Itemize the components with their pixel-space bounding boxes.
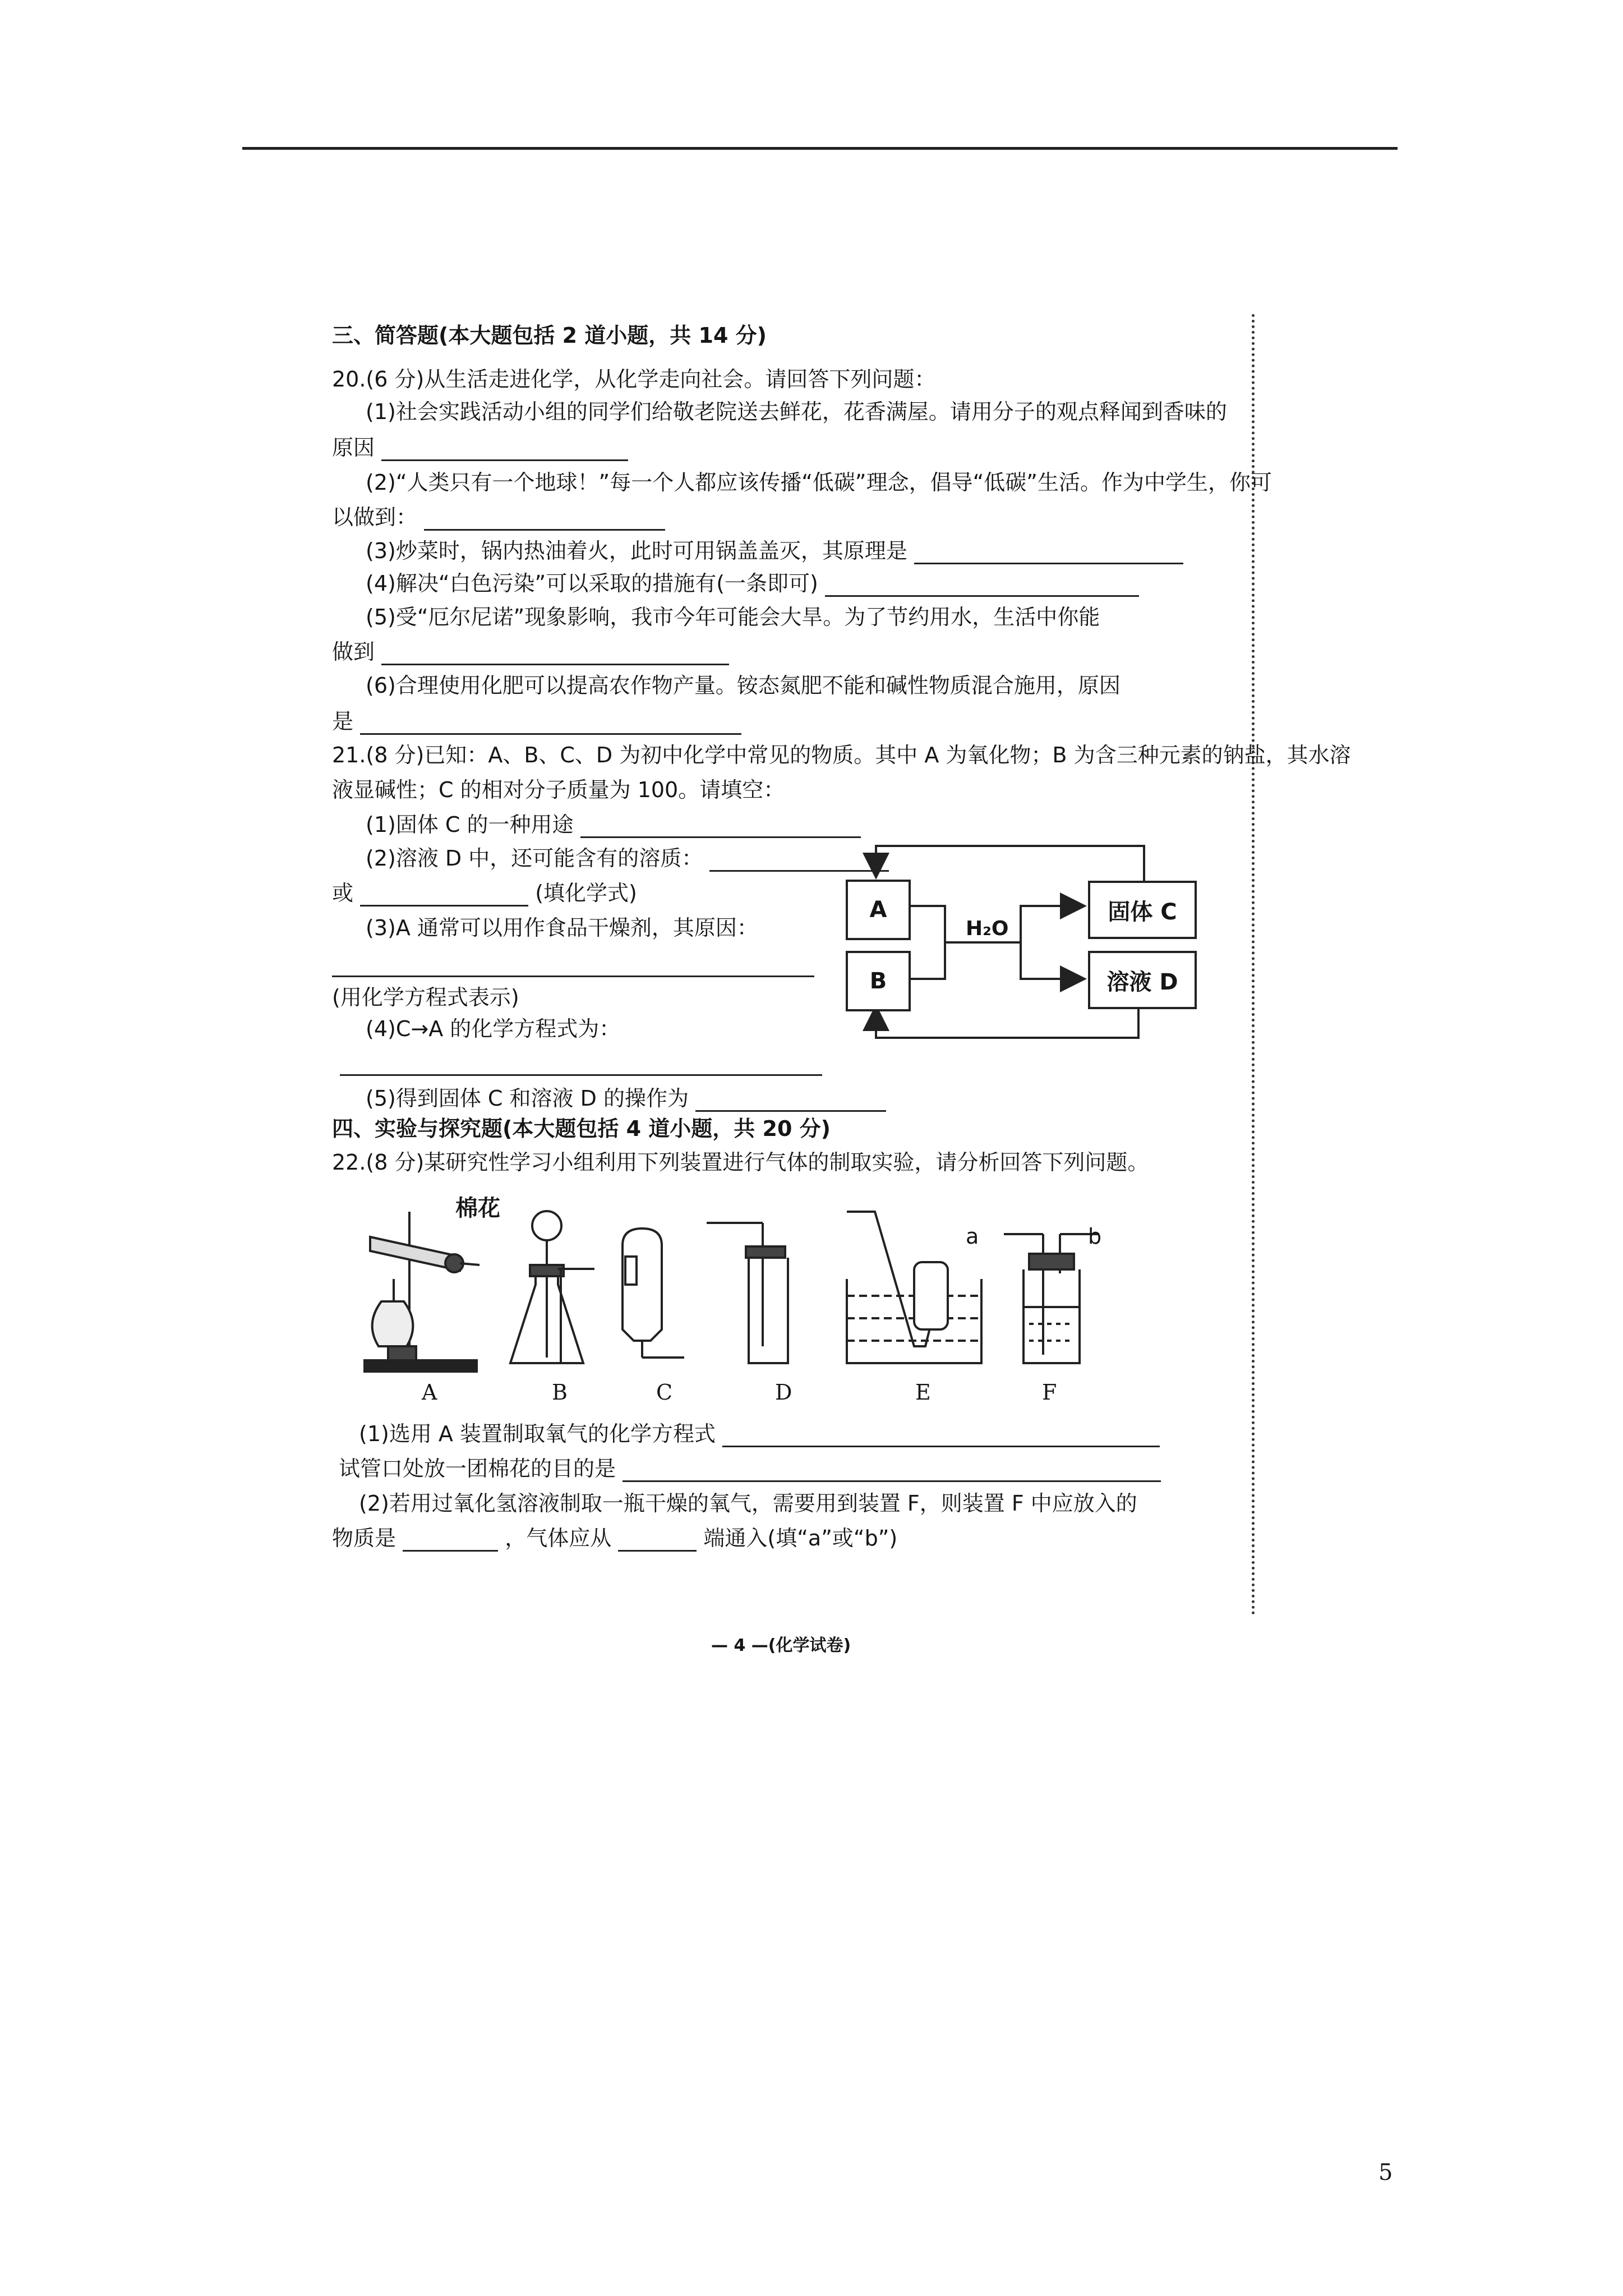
q22-p2-text-1: 物质是 xyxy=(332,1526,396,1550)
q22-p1-cotton-purpose: 试管口处放一团棉花的目的是 xyxy=(339,1456,616,1481)
diagram-box-a: A xyxy=(846,880,911,940)
q21-p3-note: (用化学方程式表示) xyxy=(332,985,519,1010)
arrow-to-solution-d xyxy=(1021,942,1082,979)
diagram-box-solid-c: 固体 C xyxy=(1088,881,1197,939)
apparatus-b xyxy=(510,1211,594,1363)
page-footer: — 4 —(化学试卷) xyxy=(711,1636,851,1655)
diagram-box-b: B xyxy=(846,951,911,1011)
q20-p6-line1: (6)合理使用化肥可以提高农作物产量。铵态氮肥不能和碱性物质混合施用，原因 xyxy=(366,673,1121,698)
binding-dashed-line xyxy=(1252,314,1255,1616)
q20-p4 xyxy=(366,570,1139,597)
port-b-label: b xyxy=(1088,1224,1102,1249)
q22-p2-line2 xyxy=(332,1525,897,1552)
q21-p3-line2 xyxy=(332,950,814,977)
q22-p1-line1 xyxy=(359,1420,1160,1447)
page-number: 5 xyxy=(1378,2160,1393,2185)
q21-p2-line2 xyxy=(332,880,637,907)
top-rule xyxy=(242,147,1398,150)
arrow-to-solid-c xyxy=(1021,906,1082,942)
q22-p2-text-3: 端通入(填“a”或“b”) xyxy=(703,1526,898,1550)
q20-stem: 20.(6 分)从生活走进化学，从化学走向社会。请回答下列问题： xyxy=(332,367,936,392)
q21-p1 xyxy=(366,811,861,838)
q20-p6-line2 xyxy=(332,708,741,735)
merge-bracket xyxy=(909,906,945,979)
q20-p5-label: 做到 xyxy=(332,639,375,664)
port-a-label: a xyxy=(966,1224,979,1249)
apparatus-e xyxy=(847,1212,981,1363)
q22-p2-substance-blank[interactable] xyxy=(403,1530,498,1552)
q22-apparatus-figure xyxy=(348,1195,1122,1408)
q20-p6-answer-blank[interactable] xyxy=(360,713,741,735)
q21-p5 xyxy=(366,1085,886,1112)
q22-p2-text-2: ，气体应从 xyxy=(505,1526,612,1550)
q22-p1-line2 xyxy=(339,1455,1161,1482)
q21-p2-hint: (填化学式) xyxy=(535,881,637,905)
q21-p2-or: 或 xyxy=(332,881,354,905)
apparatus-label-b: B xyxy=(552,1380,568,1405)
q22-p2-line1: (2)若用过氧化氢溶液制取一瓶干燥的氧气，需要用到装置 F，则装置 F 中应放入的 xyxy=(359,1491,1137,1516)
q20-p1-line2 xyxy=(332,434,628,461)
q20-p4-label: (4)解决“白色污染”可以采取的措施有(一条即可) xyxy=(366,571,818,596)
q20-p1-answer-blank[interactable] xyxy=(381,439,628,461)
q21-p4-line2 xyxy=(340,1049,822,1076)
apparatus-label-f: F xyxy=(1042,1380,1057,1405)
section-3-heading: 三、简答题(本大题包括 2 道小题，共 14 分) xyxy=(332,323,767,348)
apparatus-label-a: A xyxy=(422,1380,437,1405)
q21-p2-answer-blank-2[interactable] xyxy=(360,885,528,907)
q20-p6-label: 是 xyxy=(332,709,354,734)
apparatus-label-c: C xyxy=(656,1380,673,1405)
q21-p3-line1: (3)A 通常可以用作食品干燥剂，其原因： xyxy=(366,915,758,940)
q20-p4-answer-blank[interactable] xyxy=(825,575,1139,597)
q20-p5-answer-blank[interactable] xyxy=(381,643,729,665)
q20-p5-line2 xyxy=(332,638,729,665)
apparatus-label-d: D xyxy=(775,1380,792,1405)
q21-p1-answer-blank[interactable] xyxy=(580,816,861,838)
q20-p3-answer-blank[interactable] xyxy=(914,542,1183,564)
diagram-box-solution-d: 溶液 D xyxy=(1088,951,1197,1009)
q21-p4-answer-blank[interactable] xyxy=(340,1054,822,1076)
q21-flow-diagram xyxy=(836,836,1206,1049)
q22-p2-port-blank[interactable] xyxy=(618,1530,697,1552)
q20-p2-label: 以做到： xyxy=(332,505,418,530)
apparatus-label-e: E xyxy=(915,1380,931,1405)
q21-p1-label: (1)固体 C 的一种用途 xyxy=(366,812,574,837)
apparatus-a xyxy=(365,1212,479,1372)
q20-p2-line2 xyxy=(332,504,665,531)
q21-p2-line1 xyxy=(366,845,889,872)
q20-p2-line1: (2)“人类只有一个地球！”每一个人都应该传播“低碳”理念，倡导“低碳”生活。作为中学生，你可 xyxy=(366,470,1272,495)
apparatus-f xyxy=(1004,1234,1099,1363)
q20-p1-line1: (1)社会实践活动小组的同学们给敬老院送去鲜花，花香满屋。请用分子的观点释闻到香味的 xyxy=(366,399,1227,424)
section-4-heading: 四、实验与探究题(本大题包括 4 道小题，共 20 分) xyxy=(332,1116,831,1141)
q21-stem-line2: 液显碱性；C 的相对分子质量为 100。请填空： xyxy=(332,777,785,802)
q20-p1-label: 原因 xyxy=(332,435,375,460)
q20-p5-line1: (5)受“厄尔尼诺”现象影响，我市今年可能会大旱。为了节约用水，生活中你能 xyxy=(366,605,1100,629)
q20-p3 xyxy=(366,537,1183,564)
q20-p3-label: (3)炒菜时，锅内热油着火，此时可用锅盖盖灭，其原理是 xyxy=(366,539,907,563)
q21-p4-line1: (4)C→A 的化学方程式为： xyxy=(366,1016,621,1041)
apparatus-d xyxy=(707,1223,788,1363)
q22-p1-answer-blank[interactable] xyxy=(722,1425,1160,1447)
q21-p5-label: (5)得到固体 C 和溶液 D 的操作为 xyxy=(366,1086,689,1111)
q21-p2-label: (2)溶液 D 中，还可能含有的溶质： xyxy=(366,846,703,871)
q20-p2-answer-blank[interactable] xyxy=(424,509,665,531)
diagram-reagent-label: H₂O xyxy=(966,917,1009,940)
apparatus-c xyxy=(623,1228,684,1358)
q21-stem-line1: 21.(8 分)已知：A、B、C、D 为初中化学中常见的物质。其中 A 为氧化物；B 为含三种元素的钠盐，其水溶 xyxy=(332,743,1351,767)
q22-p1-label: (1)选用 A 装置制取氧气的化学方程式 xyxy=(359,1421,716,1446)
cotton-label: 棉花 xyxy=(455,1195,500,1221)
q22-stem: 22.(8 分)某研究性学习小组利用下列装置进行气体的制取实验，请分析回答下列问题。 xyxy=(332,1150,1149,1175)
q21-p5-answer-blank[interactable] xyxy=(695,1090,886,1112)
q22-p1-cotton-answer-blank[interactable] xyxy=(623,1460,1161,1482)
q21-p3-answer-blank[interactable] xyxy=(332,955,814,977)
